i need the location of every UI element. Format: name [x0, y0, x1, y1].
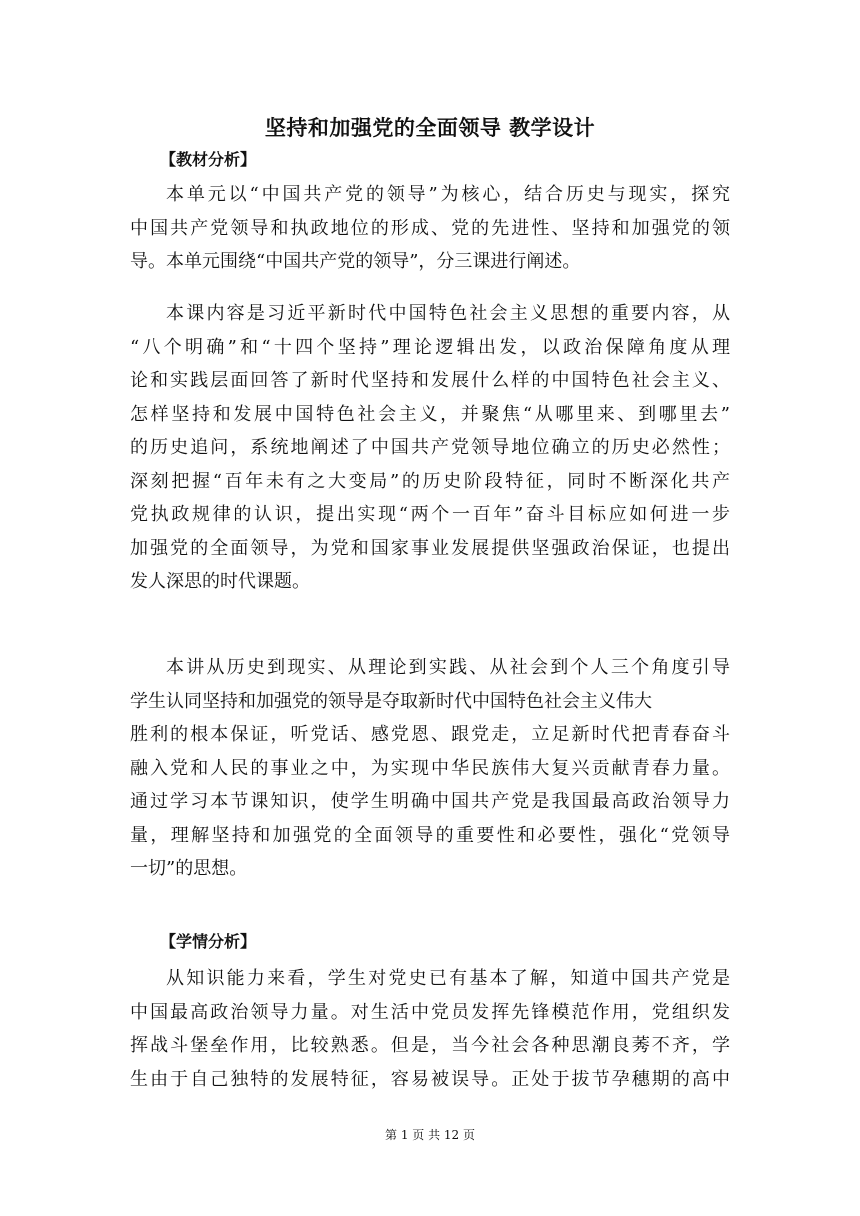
section-heading-student-analysis: 【学情分析】 — [160, 932, 257, 951]
paragraph — [130, 651, 730, 886]
paragraph-line: 融入党和人民的事业之中，为实现中华民族伟大复兴贡献青春力量。 — [130, 757, 730, 779]
paragraph-line: 中国共产党领导和执政地位的形成、党的先进性、坚持和加强党的领 — [130, 217, 730, 239]
paragraph-line: 量，理解坚持和加强党的全面领导的重要性和必要性，强化“党领导 — [130, 824, 730, 846]
paragraph-line: 本课内容是习近平新时代中国特色社会主义思想的重要内容，从 — [166, 303, 730, 324]
paragraph-line: 本讲从历史到现实、从理论到实践、从社会到个人三个角度引导 — [166, 657, 730, 678]
paragraph-line: 生由于自己独特的发展特征，容易被误导。正处于拔节孕穗期的高中 — [130, 1068, 730, 1090]
paragraph-line: 加强党的全面领导，为党和国家事业发展提供坚强政治保证，也提出 — [130, 537, 730, 559]
paragraph-line: 怎样坚持和发展中国特色社会主义，并聚焦“从哪里来、到哪里去” — [130, 403, 730, 425]
paragraph-line: 通过学习本节课知识，使学生明确中国共产党是我国最高政治领导力 — [130, 791, 730, 812]
section-heading-textbook-analysis: 【教材分析】 — [160, 150, 257, 169]
paragraph-line: 胜利的根本保证，听党话、感党恩、跟党走，立足新时代把青春奋斗 — [130, 724, 730, 745]
paragraph-line: 从知识能力来看，学生对党史已有基本了解，知道中国共产党是 — [166, 968, 730, 989]
paragraph-line: “八个明确”和“十四个坚持”理论逻辑出发，以政治保障角度从理 — [130, 336, 730, 358]
paragraph-line: 导。本单元围绕“中国共产党的领导”，分三课进行阐述。 — [130, 251, 581, 272]
paragraph-line: 本单元以“中国共产党的领导”为核心，结合历史与现实，探究 — [166, 184, 730, 205]
paragraph — [130, 178, 730, 279]
paragraph-line: 挥战斗堡垒作用，比较熟悉。但是，当今社会各种思潮良莠不齐，学 — [130, 1035, 730, 1056]
paragraph-line: 论和实践层面回答了新时代坚持和发展什么样的中国特色社会主义、 — [130, 370, 730, 391]
paragraph-line: 的历史追问，系统地阐述了中国共产党领导地位确立的历史必然性； — [130, 437, 730, 458]
paragraph-line: 学生认同坚持和加强党的领导是夺取新时代中国特色社会主义伟大 — [130, 690, 652, 712]
paragraph-line: 中国最高政治领导力量。对生活中党员发挥先锋模范作用，党组织发 — [130, 1001, 730, 1023]
page-footer: 第 1 页 共 12 页 — [385, 1128, 475, 1142]
paragraph-line: 党执政规律的认识，提出实现“两个一百年”奋斗目标应如何进一步 — [130, 504, 730, 525]
paragraph — [130, 297, 730, 599]
paragraph-line: 一切”的思想。 — [130, 858, 248, 879]
paragraph — [130, 962, 730, 1096]
paragraph-line: 深刻把握“百年未有之大变局”的历史阶段特征，同时不断深化共产 — [130, 470, 730, 492]
paragraph-line: 发人深思的时代课题。 — [130, 571, 310, 592]
document-title: 坚持和加强党的全面领导 教学设计 — [264, 116, 596, 140]
